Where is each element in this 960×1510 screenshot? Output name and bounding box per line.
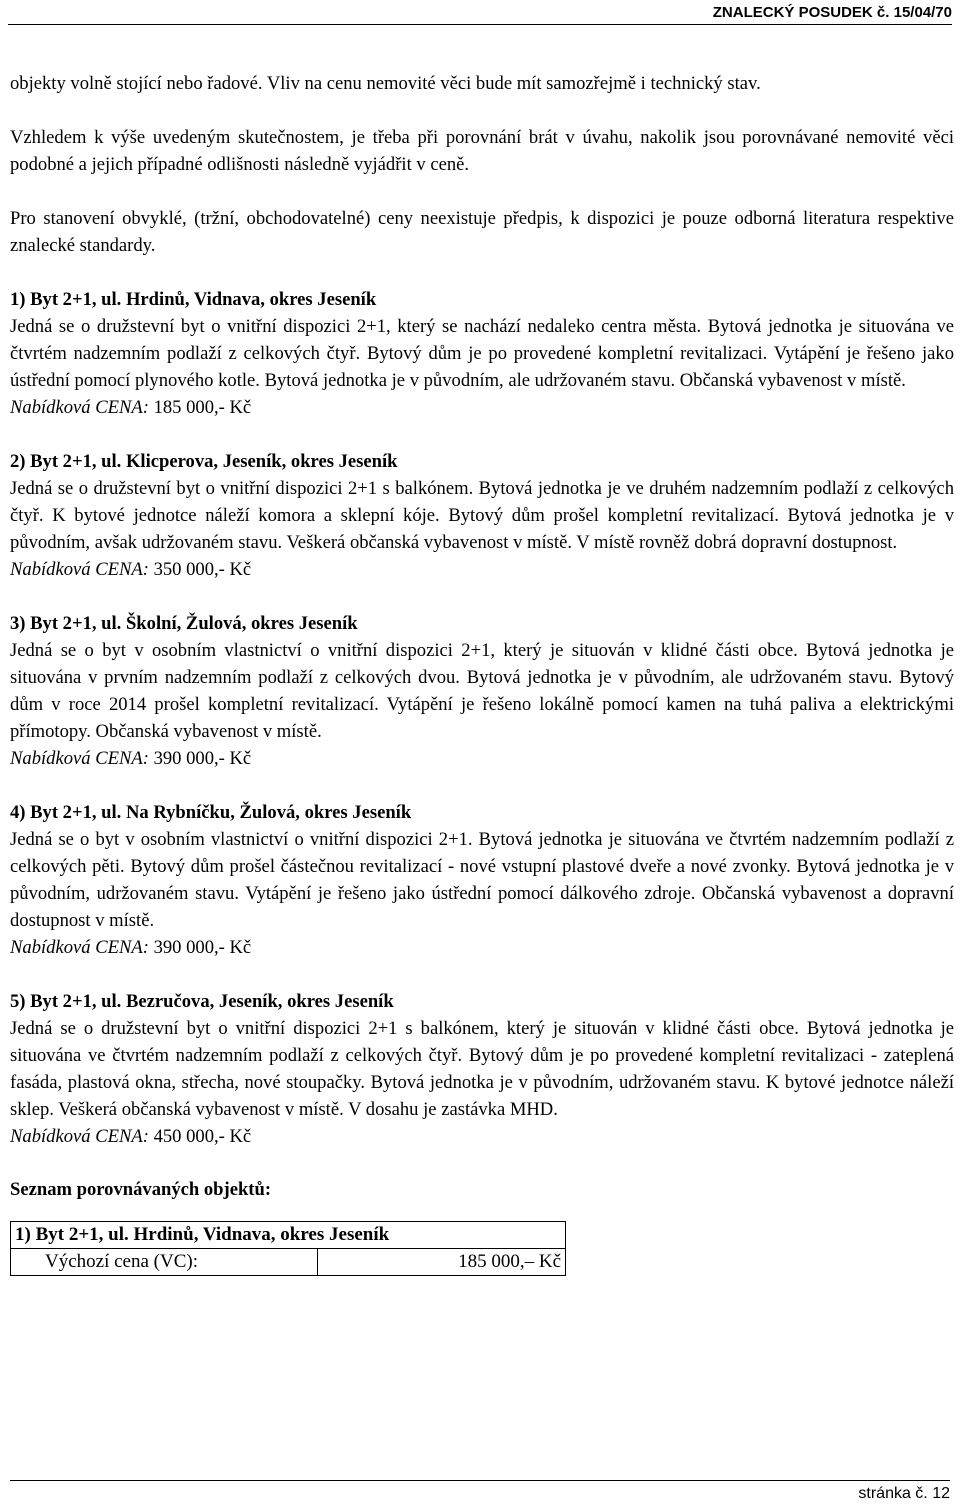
page-body bbox=[10, 70, 954, 1276]
comparison-table bbox=[10, 1221, 566, 1276]
paragraph-condition: objekty volně stojící nebo řadové. Vliv na cenu nemovité věci bude mít samozřejmě i technický stav. bbox=[10, 73, 761, 94]
header-rule bbox=[8, 24, 952, 25]
listing-price: Nabídková CENA: 390 000,- Kč bbox=[10, 937, 252, 958]
vc-value-cell: 185 000,– Kč bbox=[318, 1249, 566, 1276]
listing-4 bbox=[10, 799, 954, 961]
listing-description: Jedná se o družstevní byt o vnitřní dispozici 2+1, který se nachází nedaleko centra města. Bytová jednotka je situována ve čtvrtém nadzemním podlaží z celkových čtyř. Bytový dům je po provedené kompletní revitalizaci. Vytápění je řešeno jako ústřední pomocí plynového kotle. Bytová jednotka je v původním, ale udržovaném stavu. Občanská vybavenost v místě. bbox=[10, 316, 954, 391]
listing-description: Jedná se o byt v osobním vlastnictví o vnitřní dispozici 2+1, který je situován v klidné části obce. Bytová jednotka je situována v prvním nadzemním podlaží z celkových dvou. Bytová jednotka je v původním, ale udržovaném stavu. Bytový dům v roce 2014 prošel kompletní revitalizací. Vytápění je řešeno lokálně pomocí kamen na tuhá paliva a elektrickými přímotopy. Občanská vybavenost v místě. bbox=[10, 640, 954, 742]
listing-title: 4) Byt 2+1, ul. Na Rybníčku, Žulová, okres Jeseník bbox=[10, 802, 412, 823]
listing-price: Nabídková CENA: 450 000,- Kč bbox=[10, 1126, 252, 1147]
listing-2 bbox=[10, 448, 954, 583]
listing-price: Nabídková CENA: 185 000,- Kč bbox=[10, 397, 252, 418]
table-row bbox=[11, 1249, 566, 1276]
listing-title: 3) Byt 2+1, ul. Školní, Žulová, okres Jeseník bbox=[10, 613, 358, 634]
page-footer: stránka č. 12 bbox=[10, 1480, 950, 1503]
table-title-cell: 1) Byt 2+1, ul. Hrdinů, Vidnava, okres Jeseník bbox=[11, 1222, 566, 1249]
paragraph-comparison-note: Vzhledem k výše uvedeným skutečnostem, je třeba při porovnání brát v úvahu, nakolik jsou porovnávané nemovité věci podobné a jejich případné odlišnosti následně vyjádřit v ceně. bbox=[10, 127, 954, 175]
paragraph-price-basis: Pro stanovení obvyklé, (tržní, obchodovatelné) ceny neexistuje předpis, k dispozici je pouze odborná literatura respektive znalecké standardy. bbox=[10, 208, 954, 256]
listing-price: Nabídková CENA: 350 000,- Kč bbox=[10, 559, 252, 580]
listing-3 bbox=[10, 610, 954, 772]
comparison-heading: Seznam porovnávaných objektů: bbox=[10, 1179, 272, 1200]
table-row bbox=[11, 1222, 566, 1249]
listing-description: Jedná se o družstevní byt o vnitřní dispozici 2+1 s balkónem. Bytová jednotka je ve druhém nadzemním podlaží z celkových čtyř. K bytové jednotce náleží komora a sklepní kóje. Bytový dům prošel kompletní revitalizací. Bytová jednotka je v původním, avšak udržovaném stavu. Veškerá občanská vybavenost v místě. V místě rovněž dobrá dopravní dostupnost. bbox=[10, 478, 954, 553]
listing-title: 2) Byt 2+1, ul. Klicperova, Jeseník, okres Jeseník bbox=[10, 451, 398, 472]
listing-description: Jedná se o družstevní byt o vnitřní dispozici 2+1 s balkónem, který je situován v klidné části obce. Bytová jednotka je situována ve čtvrtém nadzemním podlaží z celkových čtyř. Bytový dům je po provedené kompletní revitalizaci - zateplená fasáda, plastová okna, střecha, nové stoupačky. Bytová jednotka je v původním, udržovaném stavu. K bytové jednotce náleží sklep. Veškerá občanská vybavenost v místě. V dosahu je zastávka MHD. bbox=[10, 1018, 954, 1120]
listing-title: 1) Byt 2+1, ul. Hrdinů, Vidnava, okres Jeseník bbox=[10, 289, 377, 310]
vc-label-cell: Výchozí cena (VC): bbox=[11, 1249, 318, 1276]
listing-5 bbox=[10, 988, 954, 1150]
document-header: ZNALECKÝ POSUDEK č. 15/04/70 bbox=[712, 4, 952, 21]
listing-1 bbox=[10, 286, 954, 421]
listing-price: Nabídková CENA: 390 000,- Kč bbox=[10, 748, 252, 769]
listing-description: Jedná se o byt v osobním vlastnictví o vnitřní dispozici 2+1. Bytová jednotka je situována ve čtvrtém nadzemním podlaží z celkových pěti. Bytový dům prošel částečnou revitalizací - nové vstupní plastové dveře a nové zvonky. Bytová jednotka je v původním, udržovaném stavu. Vytápění je řešeno jako ústřední pomocí dálkového zdroje. Občanská vybavenost a dopravní dostupnost v místě. bbox=[10, 829, 954, 931]
listing-title: 5) Byt 2+1, ul. Bezručova, Jeseník, okres Jeseník bbox=[10, 991, 394, 1012]
